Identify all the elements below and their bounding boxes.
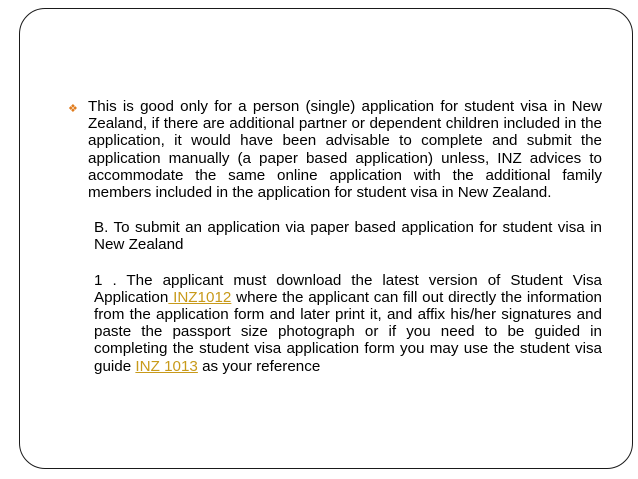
paragraph-2: B. To submit an application via paper based application for student visa in New Zealand [94, 219, 602, 254]
paragraph-3-text-c: as your reference [197, 357, 321, 375]
bullet-icon: ❖ [68, 103, 78, 115]
paragraph-3 [88, 272, 602, 375]
inz1012-link[interactable]: INZ1012 [168, 288, 232, 306]
paragraph-1: This is good only for a person (single) application for student visa in New Zealand, if there are additional partner or dependent children included in the application, it would have been advisable to complete and submit the application manually (a paper based application) unless, INZ advices to accommodate the same online application with the additional family members included in the application for student visa in New Zealand. [88, 98, 602, 202]
paragraph-3-text-b: where the applicant can fill out directly the information from the application form and later print it, and affix his/her signatures and paste the passport size photograph or if you need to be guided in completing the student visa application form you may use the student visa guide [94, 288, 602, 375]
slide-content [68, 98, 602, 375]
inz1013-link[interactable]: INZ 1013 [135, 357, 198, 375]
paragraph-3-text-a: 1 . The applicant must download the latest version of Student Visa Application [94, 271, 602, 306]
